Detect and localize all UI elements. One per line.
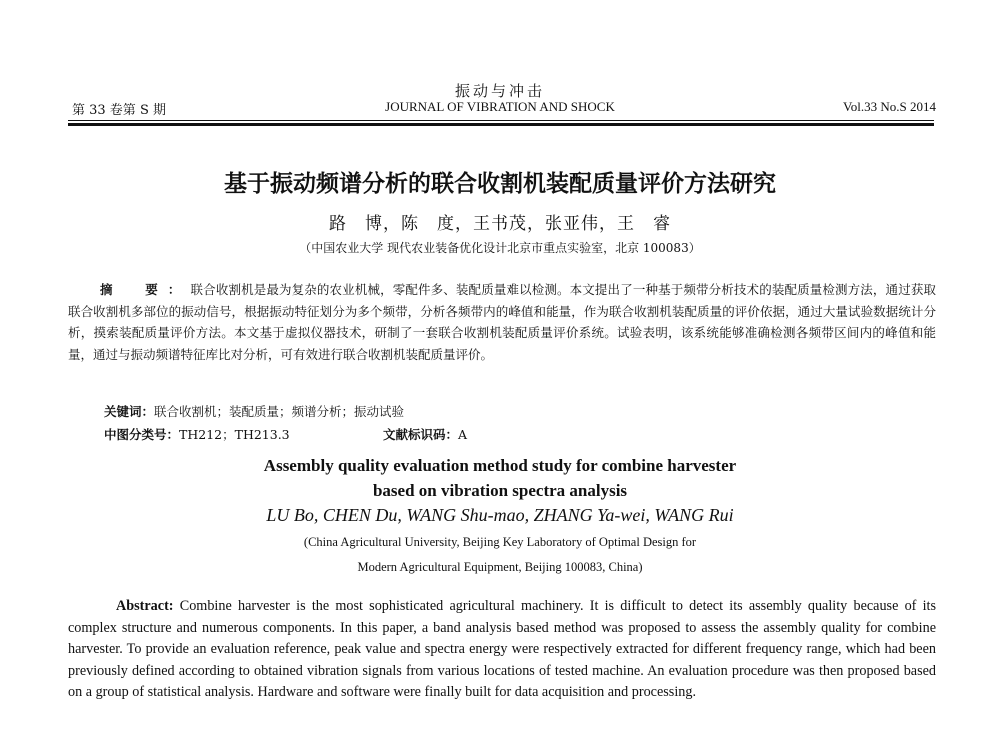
authors-cn: 路 博，陈 度，王书茂，张亚伟，王 睿 bbox=[329, 214, 671, 234]
doccode-cn-text: A bbox=[458, 427, 468, 442]
volume-issue-en: Vol.33 No.S 2014 bbox=[843, 99, 936, 114]
doccode-cn-label: 文献标识码： bbox=[383, 427, 459, 442]
keywords-cn bbox=[104, 402, 404, 420]
affiliation-en-line1: (China Agricultural University, Beijing Key Laboratory of Optimal Design for bbox=[303, 535, 697, 549]
header-rule-thin bbox=[68, 120, 934, 121]
abstract-cn-label: 摘 要： bbox=[100, 282, 191, 297]
paper-title-en-line1: Assembly quality evaluation method study for combine harvester bbox=[263, 456, 737, 475]
document-code-cn bbox=[383, 425, 467, 443]
affiliation-cn: （中国农业大学 现代农业装备优化设计北京市重点实验室，北京 100083） bbox=[299, 241, 701, 255]
clc-cn-text: TH212；TH213.3 bbox=[179, 427, 290, 442]
authors-en: LU Bo, CHEN Du, WANG Shu-mao, ZHANG Ya-wei, WANG Rui bbox=[266, 505, 734, 525]
abstract-en-label: Abstract: bbox=[116, 598, 174, 614]
abstract-en bbox=[68, 596, 936, 704]
paper-title-cn: 基于振动频谱分析的联合收割机装配质量评价方法研究 bbox=[224, 171, 776, 197]
keywords-cn-label: 关键词： bbox=[104, 404, 155, 419]
abstract-cn-text: 联合收割机是最为复杂的农业机械，零配件多、装配质量难以检测。本文提出了一种基于频带分析技术的装配质量检测方法，通过获取联合收割机多部位的振动信号，根据振动特征划分为多个频带，分析各频带内的峰值和能量，作为联合收割机装配质量的评价依据，通过大量试验数据统计分析，摸索装配质量评价方法。本文基于虚拟仪器技术，研制了一套联合收割机装配质量评价系统。试验表明，该系统能够准确检测各频带区间内的峰值和能量，通过与振动频谱特征库比对分析，可有效进行联合收割机装配质量评价。 bbox=[68, 282, 936, 362]
affiliation-en-line2: Modern Agricultural Equipment, Beijing 100083, China) bbox=[357, 560, 643, 574]
journal-name-en: JOURNAL OF VIBRATION AND SHOCK bbox=[385, 99, 615, 114]
abstract-cn bbox=[68, 279, 936, 365]
header-rule-thick bbox=[68, 123, 934, 126]
keywords-cn-text: 联合收割机；装配质量；频谱分析；振动试验 bbox=[154, 404, 405, 419]
volume-issue-cn: 第 33 卷第 S 期 bbox=[72, 103, 166, 118]
abstract-en-text: Combine harvester is the most sophisticated agricultural machinery. It is difficult to detect its assembly quality because of its complex structure and numerous components. In this paper, a band analysis based method was proposed to assess the assembly quality for combine harvester. To provide an evaluation reference, peak value and spectra energy were respectively extracted for different frequency range, which had been previously defined according to obtained vibration signals from various locations of tested machine. An evaluation procedure was then proposed based on a group of statistical analysis. Hardware and software were finally built for data acquisition and processing. bbox=[68, 598, 937, 700]
clc-cn-label: 中图分类号： bbox=[104, 427, 180, 442]
paper-title-en-line2: based on vibration spectra analysis bbox=[372, 481, 628, 500]
journal-name-cn: 振动与冲击 bbox=[454, 82, 545, 100]
clc-number-cn bbox=[104, 425, 290, 443]
